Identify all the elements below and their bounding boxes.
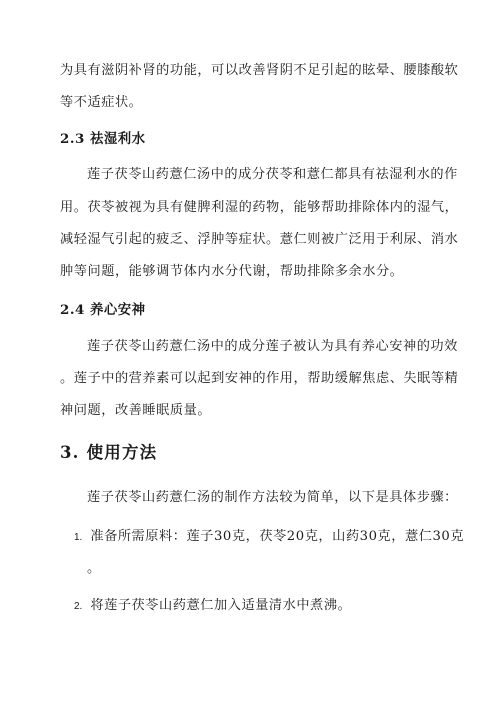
list-item-continuation: 。 bbox=[87, 561, 101, 576]
list-item bbox=[74, 597, 351, 616]
paragraph-line: 。莲子中的营养素可以起到安神的作用，帮助缓解焦虑、失眠等精 bbox=[60, 371, 459, 386]
paragraph-line: 神问题，改善睡眠质量。 bbox=[60, 403, 212, 418]
section-heading-2-3: 2.3 祛湿利水 bbox=[60, 131, 146, 147]
paragraph-line: 莲子茯苓山药薏仁汤中的成分茯苓和薏仁都具有祛湿利水的作 bbox=[87, 167, 458, 182]
paragraph-line: 莲子茯苓山药薏仁汤中的成分莲子被认为具有养心安神的功效 bbox=[87, 339, 458, 354]
paragraph-line: 肿等问题，能够调节体内水分代谢，帮助排除多余水分。 bbox=[60, 264, 404, 279]
paragraph-line: 为具有滋阴补肾的功能，可以改善肾阴不足引起的眩晕、腰膝酸软 bbox=[60, 63, 459, 78]
section-heading-3: 3. 使用方法 bbox=[60, 443, 158, 462]
section-heading-2-4: 2.4 养心安神 bbox=[60, 302, 146, 318]
list-item-text: 准备所需原料：莲子30克，茯苓20克，山药30克，薏仁30克 bbox=[90, 529, 465, 544]
paragraph-line: 减轻湿气引起的疲乏、浮肿等症状。薏仁则被广泛用于利尿、消水 bbox=[60, 232, 459, 247]
list-number: 2. bbox=[74, 601, 83, 612]
list-item-text: 将莲子茯苓山药薏仁加入适量清水中煮沸。 bbox=[90, 598, 352, 613]
list-number: 1. bbox=[74, 532, 83, 543]
paragraph-line: 莲子茯苓山药薏仁汤的制作方法较为简单，以下是具体步骤： bbox=[87, 490, 458, 505]
paragraph-line: 用。茯苓被视为具有健脾利湿的药物，能够帮助排除体内的湿气， bbox=[60, 200, 459, 215]
list-item bbox=[74, 528, 464, 547]
paragraph-line: 等不适症状。 bbox=[60, 95, 143, 110]
